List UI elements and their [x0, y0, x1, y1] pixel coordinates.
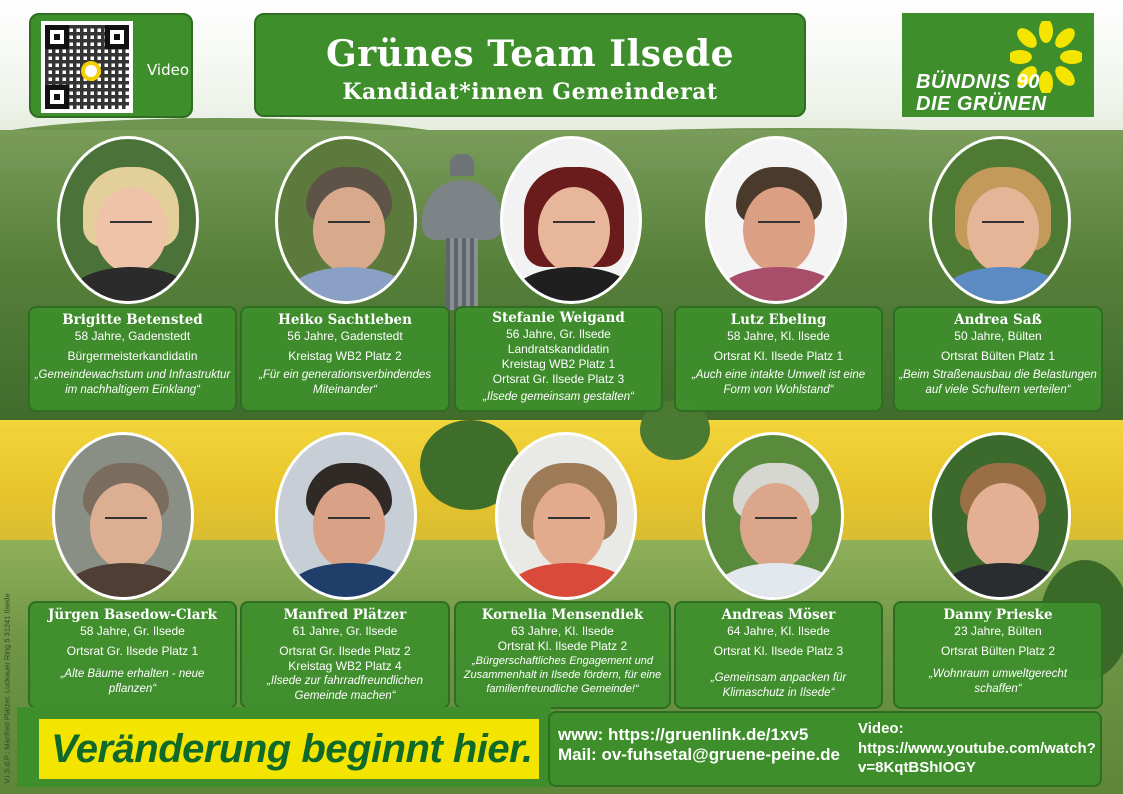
party-logo — [902, 13, 1094, 117]
candidate-name: Danny Prieske — [943, 607, 1053, 623]
candidate-card — [454, 601, 671, 709]
candidate-quote: „Ilsede zur fahrradfreundlichen Gemeinde machen“ — [267, 675, 423, 702]
candidate-card — [240, 306, 450, 412]
candidate-role: Ortsrat Kl. Ilsede Platz 3 — [713, 644, 844, 658]
video-link-id[interactable]: v=8KqtBShIOGY — [858, 759, 976, 776]
candidate-photo — [275, 136, 417, 304]
candidate-quote: „Auch eine intakte Umwelt ist eine Form von Wohlstand“ — [691, 369, 866, 396]
slogan: Veränderung beginnt hier. — [39, 719, 539, 779]
imprint — [0, 560, 14, 790]
candidate-card — [893, 601, 1103, 709]
qr-code-panel[interactable] — [29, 13, 193, 118]
candidate-age-location: 56 Jahre, Gadenstedt — [287, 329, 403, 343]
email-link[interactable]: Mail: ov-fuhsetal@gruene-peine.de — [558, 745, 841, 764]
page-title: Grünes Team Ilsede — [325, 33, 735, 75]
candidate-role: Ortsrat Bülten Platz 1 — [940, 349, 1056, 363]
video-label: Video — [147, 61, 190, 79]
candidate-name: Andreas Möser — [721, 607, 836, 623]
slogan-panel — [17, 707, 551, 787]
contact-panel — [548, 711, 1102, 787]
candidate-role: Landratskandidatin — [507, 342, 610, 356]
candidate-quote: „Wohnraum umweltgerecht schaffen“ — [928, 668, 1068, 695]
candidate-role: Bürgermeisterkandidatin — [67, 349, 198, 363]
water-tower — [420, 150, 504, 310]
candidate-quote: „Bürgerschaftliches Engagement und Zusammenhalt in Ilsede fördern, für eine familienfreundliche Gemeinde!“ — [463, 655, 662, 695]
candidate-card — [28, 601, 237, 709]
candidate-photo — [275, 432, 417, 600]
candidate-age-location: 63 Jahre, Kl. Ilsede — [511, 624, 614, 638]
website-link[interactable]: www: https://gruenlink.de/1xv5 — [558, 725, 809, 744]
candidate-age-location: 50 Jahre, Bülten — [954, 329, 1042, 343]
candidate-role: Ortsrat Kl. Ilsede Platz 2 — [497, 639, 628, 653]
candidate-card — [674, 601, 883, 709]
candidate-age-location: 58 Jahre, Gr. Ilsede — [80, 624, 185, 638]
candidate-photo — [705, 136, 847, 304]
candidate-name: Jürgen Basedow-Clark — [48, 607, 217, 623]
candidate-age-location: 23 Jahre, Bülten — [954, 624, 1042, 638]
candidate-name: Lutz Ebeling — [730, 312, 827, 328]
candidate-photo — [500, 136, 642, 304]
candidate-card — [240, 601, 450, 709]
candidate-age-location: 58 Jahre, Gadenstedt — [74, 329, 191, 343]
candidate-age-location: 64 Jahre, Kl. Ilsede — [727, 624, 830, 638]
candidate-name: Heiko Sachtleben — [278, 312, 412, 328]
candidate-card — [893, 306, 1103, 412]
sunflower-icon — [81, 61, 101, 81]
candidate-photo — [702, 432, 844, 600]
candidate-role: Ortsrat Gr. Ilsede Platz 3 — [492, 372, 625, 386]
candidate-role: Kreistag WB2 Platz 4 — [288, 659, 402, 673]
candidate-role: Ortsrat Gr. Ilsede Platz 2 — [279, 644, 411, 658]
candidate-age-location: 61 Jahre, Gr. Ilsede — [292, 624, 398, 638]
candidate-card — [28, 306, 237, 412]
candidate-photo — [495, 432, 637, 600]
candidate-age-location: 58 Jahre, Kl. Ilsede — [727, 329, 830, 343]
candidate-photo — [929, 136, 1071, 304]
candidate-age-location: 56 Jahre, Gr. Ilsede — [506, 327, 611, 341]
imprint-text: V.i.S.d.P.: Manfred Plätzer, Luckauer Ring 5 31241 Ilsede — [2, 593, 12, 784]
logo-text-line2: DIE GRÜNEN — [916, 93, 1047, 115]
candidate-role: Ortsrat Bülten Platz 2 — [940, 644, 1056, 658]
candidate-quote: „Für ein generationsverbindendes Miteinander“ — [259, 369, 431, 396]
qr-code[interactable] — [41, 21, 133, 113]
candidate-role: Ortsrat Gr. Ilsede Platz 1 — [66, 644, 199, 658]
candidate-card — [674, 306, 883, 412]
candidate-name: Brigitte Betensted — [62, 312, 203, 328]
candidate-photo — [57, 136, 199, 304]
video-title: Video: — [858, 720, 904, 737]
candidate-name: Manfred Plätzer — [283, 607, 407, 623]
candidate-quote: „Ilsede gemeinsam gestalten“ — [483, 391, 634, 403]
candidate-card — [454, 306, 663, 412]
candidate-quote: „Gemeinsam anpacken für Klimaschutz in Ilsede“ — [710, 672, 847, 699]
candidate-photo — [929, 432, 1071, 600]
candidate-role: Kreistag WB2 Platz 1 — [501, 357, 616, 371]
page-subtitle: Kandidat*innen Gemeinderat — [342, 79, 718, 105]
candidate-role: Kreistag WB2 Platz 2 — [288, 349, 402, 363]
video-link[interactable]: https://www.youtube.com/watch? — [858, 740, 1096, 757]
logo-text-line1: BÜNDNIS 90 — [916, 71, 1040, 93]
candidate-name: Kornelia Mensendiek — [481, 607, 644, 623]
candidate-quote: „Alte Bäume erhalten - neue pflanzen“ — [60, 668, 205, 695]
candidate-quote: „Gemeindewachstum und Infrastruktur im nachhaltigem Einklang“ — [34, 369, 231, 396]
candidate-quote: „Beim Straßenausbau die Belastungen auf viele Schultern verteilen“ — [899, 369, 1097, 396]
candidate-photo — [52, 432, 194, 600]
candidate-name: Stefanie Weigand — [492, 310, 625, 326]
candidate-name: Andrea Saß — [954, 312, 1042, 328]
candidate-role: Ortsrat Kl. Ilsede Platz 1 — [713, 349, 844, 363]
title-panel — [254, 13, 806, 117]
